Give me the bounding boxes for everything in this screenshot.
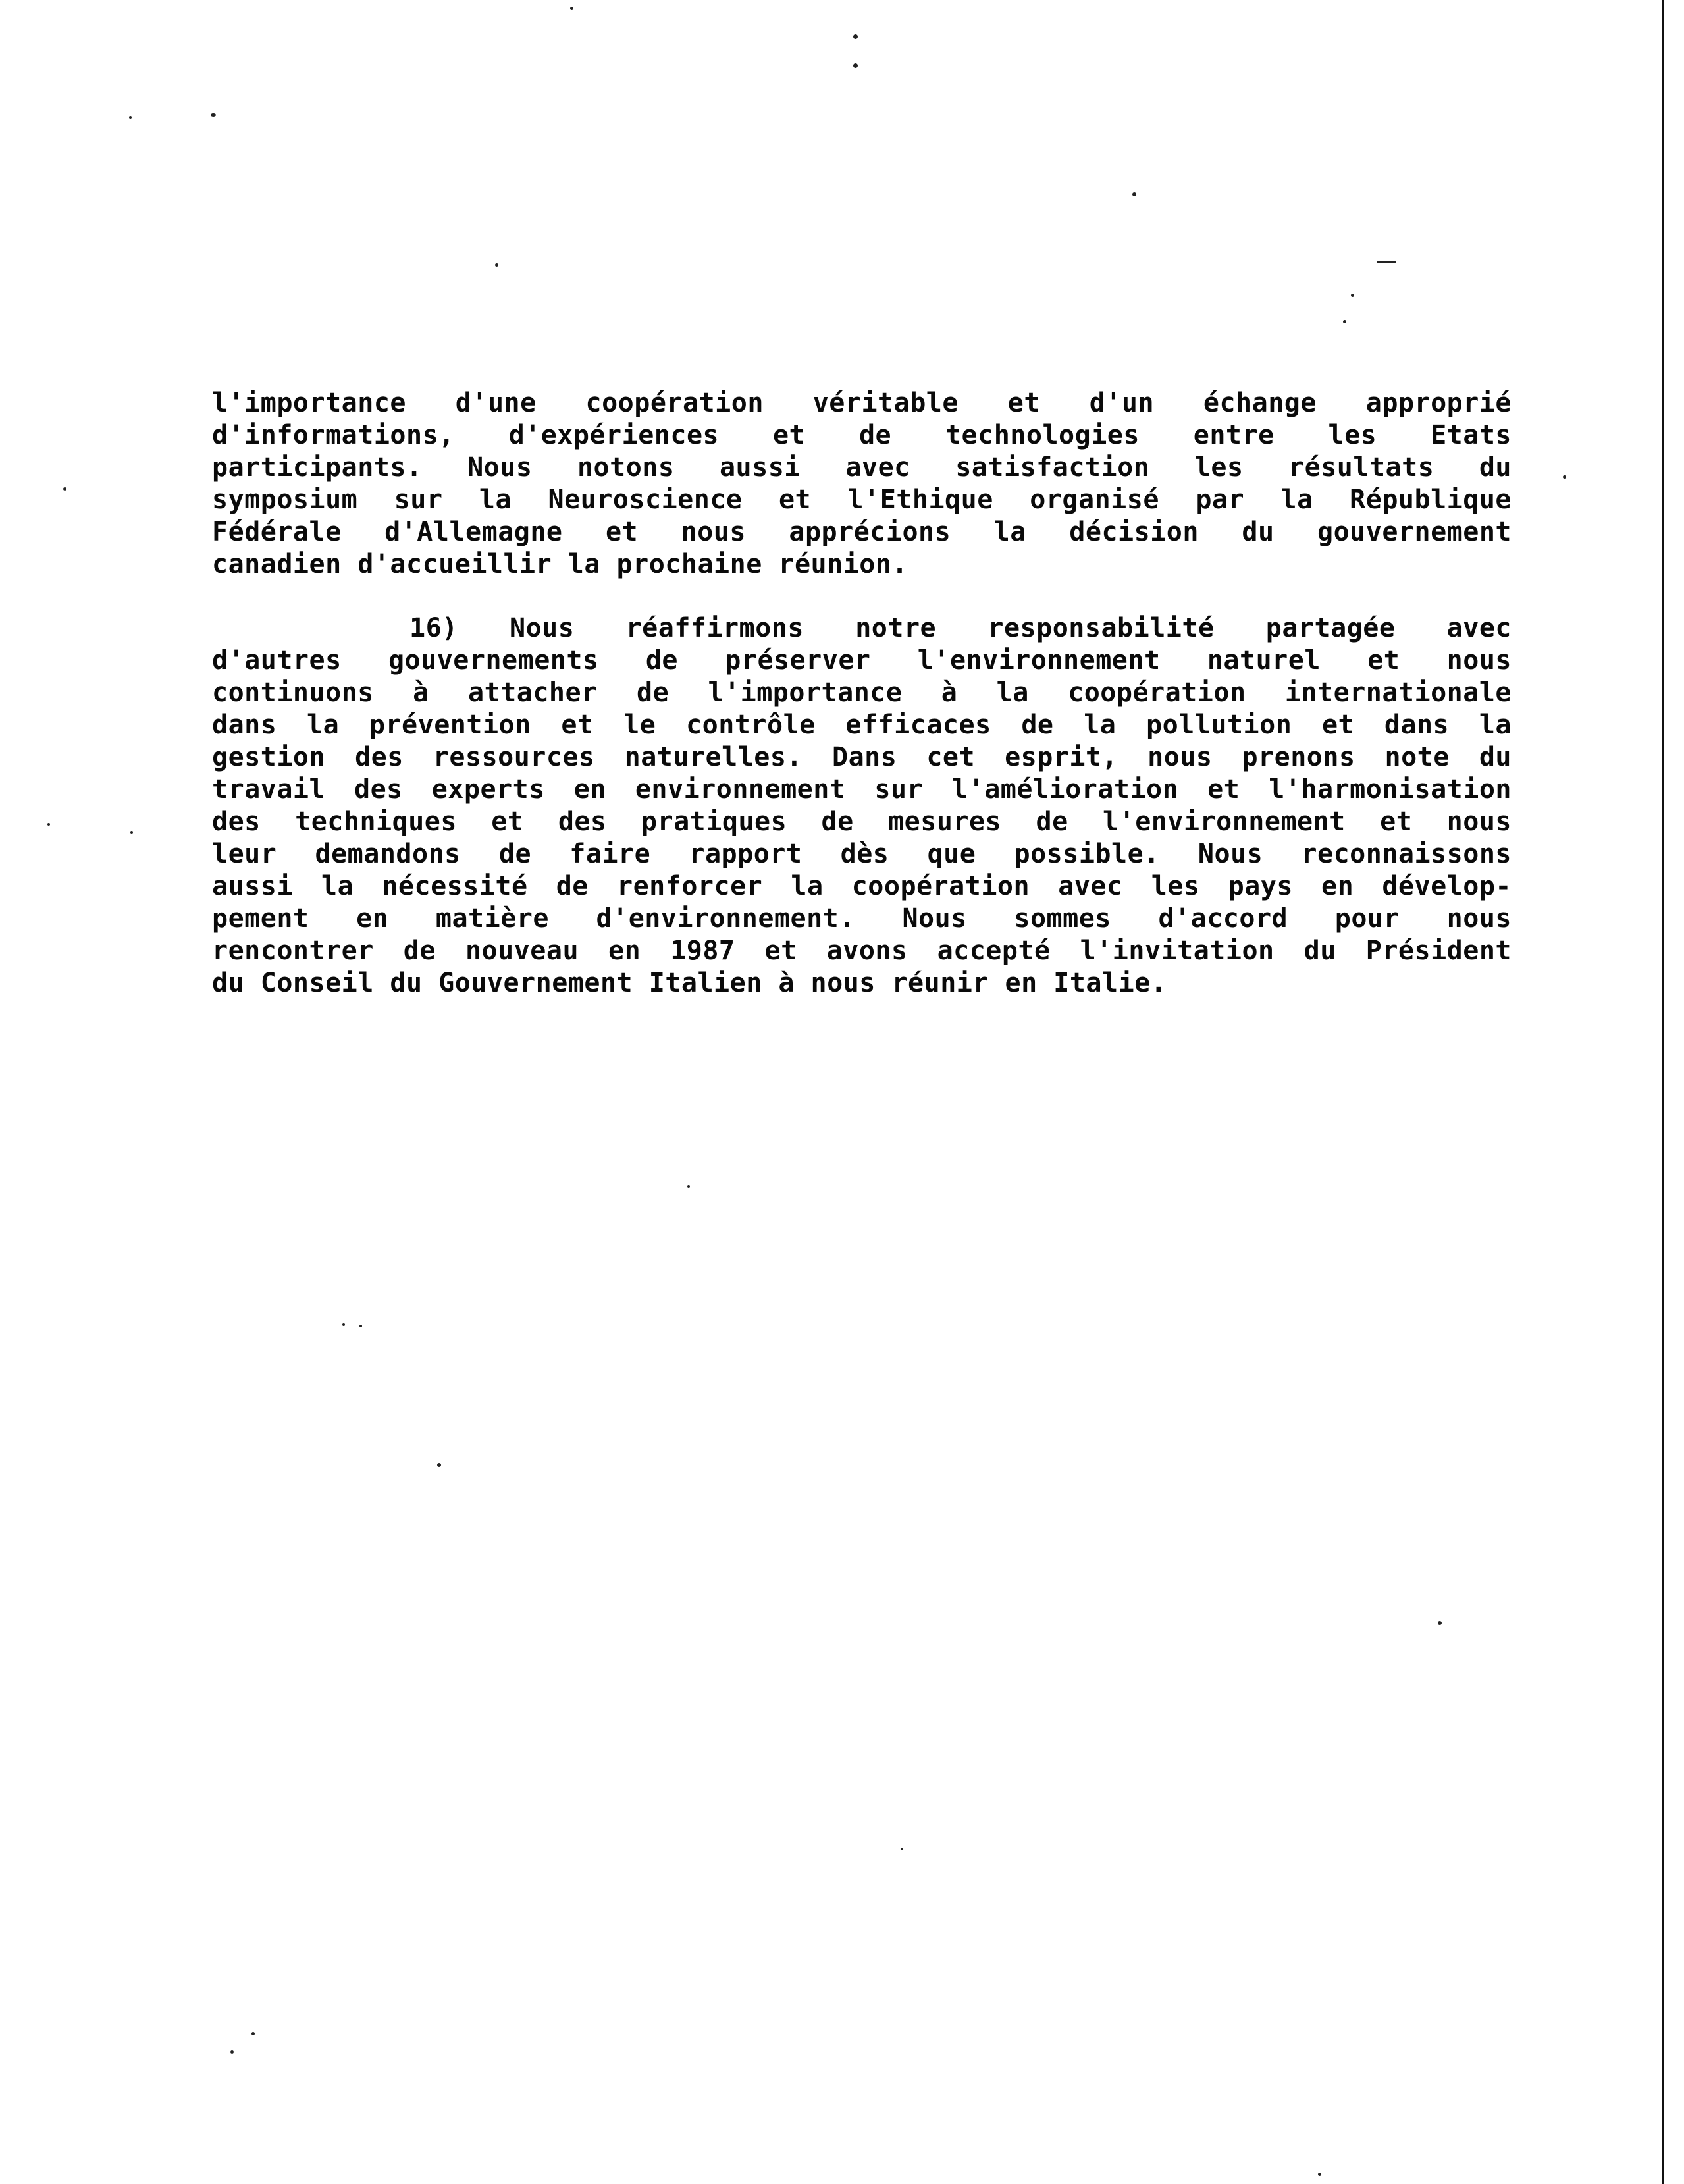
text-line: 16) Nous réaffirmons notre responsabilité partagée avec	[409, 613, 1512, 643]
scan-speck	[1343, 320, 1346, 323]
page-edge-border	[1662, 0, 1664, 2184]
scan-speck	[1132, 192, 1136, 196]
scan-speck	[495, 263, 498, 267]
text-line: gestion des ressources naturelles. Dans cet esprit, nous prenons note du	[212, 742, 1512, 772]
paragraph-16	[212, 612, 1512, 999]
text-line: d'autres gouvernements de préserver l'environnement naturel et nous	[212, 645, 1512, 676]
scan-speck	[1318, 2173, 1321, 2176]
text-line: pement en matière d'environnement. Nous sommes d'accord pour nous	[212, 903, 1512, 934]
scan-mark	[1377, 261, 1396, 263]
text-line: d'informations, d'expériences et de technologies entre les Etats	[212, 420, 1512, 450]
scan-speck	[1563, 475, 1566, 479]
text-line: leur demandons de faire rapport dès que possible. Nous reconnaissons	[212, 839, 1512, 869]
text-line: Fédérale d'Allemagne et nous apprécions la décision du gouvernement	[212, 517, 1512, 547]
scan-speck	[251, 2032, 255, 2035]
scan-speck	[130, 831, 133, 834]
scan-speck	[853, 34, 858, 39]
scan-speck	[853, 63, 858, 68]
scan-speck	[1351, 294, 1354, 297]
text-line: l'importance d'une coopération véritable et d'un échange approprié	[212, 388, 1512, 418]
scan-speck	[63, 487, 66, 491]
scan-speck	[359, 1325, 362, 1327]
text-line: rencontrer de nouveau en 1987 et avons accepté l'invitation du Président	[212, 936, 1512, 966]
scan-speck	[1438, 1621, 1442, 1625]
text-line: aussi la nécessité de renforcer la coopération avec les pays en dévelop-	[212, 871, 1512, 901]
text-line: du Conseil du Gouvernement Italien à nous réunir en Italie.	[212, 968, 1167, 998]
text-line: dans la prévention et le contrôle efficaces de la pollution et dans la	[212, 710, 1512, 740]
paragraph-1	[212, 387, 1512, 581]
text-line: symposium sur la Neuroscience et l'Ethique organisé par la République	[212, 485, 1512, 515]
scan-speck	[437, 1463, 441, 1467]
text-line: travail des experts en environnement sur l'amélioration et l'harmonisation	[212, 774, 1512, 805]
scan-speck	[211, 113, 216, 117]
scan-speck	[687, 1185, 690, 1188]
text-line: des techniques et des pratiques de mesures de l'environnement et nous	[212, 807, 1512, 837]
scan-speck	[570, 7, 573, 10]
scan-speck	[230, 2050, 234, 2054]
text-line: canadien d'accueillir la prochaine réunion.	[212, 549, 908, 579]
scan-speck	[342, 1323, 345, 1326]
text-line: participants. Nous notons aussi avec satisfaction les résultats du	[212, 452, 1512, 483]
scan-speck	[129, 116, 132, 119]
scan-speck	[901, 1848, 903, 1850]
scan-speck	[47, 823, 50, 826]
text-line: continuons à attacher de l'importance à la coopération internationale	[212, 678, 1512, 708]
